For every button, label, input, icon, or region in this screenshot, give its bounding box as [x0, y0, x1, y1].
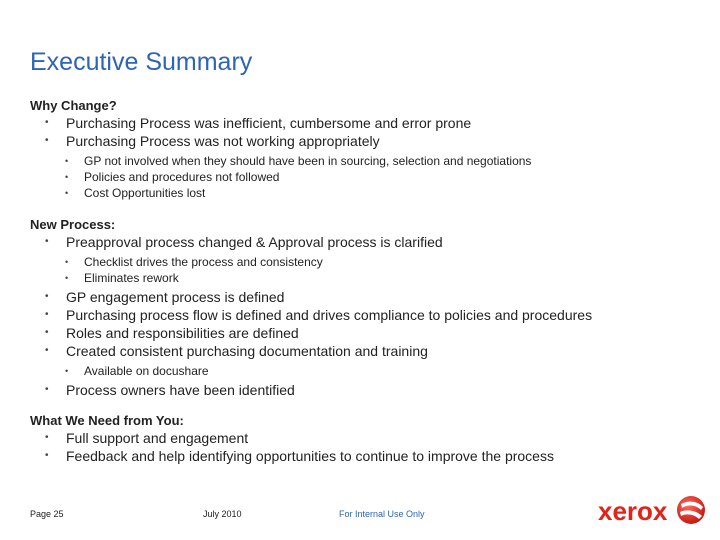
sub-bullet-item: • Checklist drives the process and consistency: [30, 254, 710, 270]
bullet-list: [30, 114, 710, 201]
slide-content: [30, 98, 710, 465]
sub-bullet-item: • Eliminates rework: [30, 270, 710, 286]
sub-bullet-list: [30, 363, 710, 379]
logo-wordmark: xerox: [598, 496, 668, 526]
bullet-item: [30, 132, 710, 201]
section-heading-what-we-need: What We Need from You:: [30, 413, 184, 428]
footer-page-number: Page 25: [30, 509, 64, 519]
xerox-logo: [598, 492, 710, 532]
bullet-text: Preapproval process changed & Approval process is clarified: [66, 234, 443, 250]
sub-bullet-list: [30, 153, 710, 201]
sub-bullet-item: • Available on docushare: [30, 363, 710, 379]
sub-bullet-item: • Policies and procedures not followed: [30, 169, 710, 185]
bullet-item: • Process owners have been identified: [30, 381, 710, 399]
bullet-item: • GP engagement process is defined: [30, 288, 710, 306]
sub-bullet-item: • Cost Opportunities lost: [30, 185, 710, 201]
xerox-sphere-icon: [676, 495, 706, 525]
bullet-item: [30, 342, 710, 379]
sub-bullet-item: • GP not involved when they should have been in sourcing, selection and negotiations: [30, 153, 710, 169]
footer-internal-note: For Internal Use Only: [339, 509, 425, 519]
section-heading-new-process: New Process:: [30, 217, 116, 232]
bullet-text: Created consistent purchasing documentation and training: [66, 343, 428, 359]
footer-date: July 2010: [203, 509, 242, 519]
bullet-list: [30, 429, 710, 465]
bullet-item: • Purchasing Process was inefficient, cumbersome and error prone: [30, 114, 710, 132]
bullet-item: • Feedback and help identifying opportunities to continue to improve the process: [30, 447, 710, 465]
bullet-list: [30, 233, 710, 399]
section-heading-why-change: Why Change?: [30, 98, 117, 113]
bullet-item: • Full support and engagement: [30, 429, 710, 447]
bullet-text: Purchasing Process was not working appropriately: [66, 133, 380, 149]
slide-title: Executive Summary: [30, 48, 253, 76]
bullet-item: • Purchasing process flow is defined and drives compliance to policies and procedures: [30, 306, 710, 324]
sub-bullet-list: [30, 254, 710, 286]
bullet-item: • Roles and responsibilities are defined: [30, 324, 710, 342]
bullet-item: [30, 233, 710, 286]
